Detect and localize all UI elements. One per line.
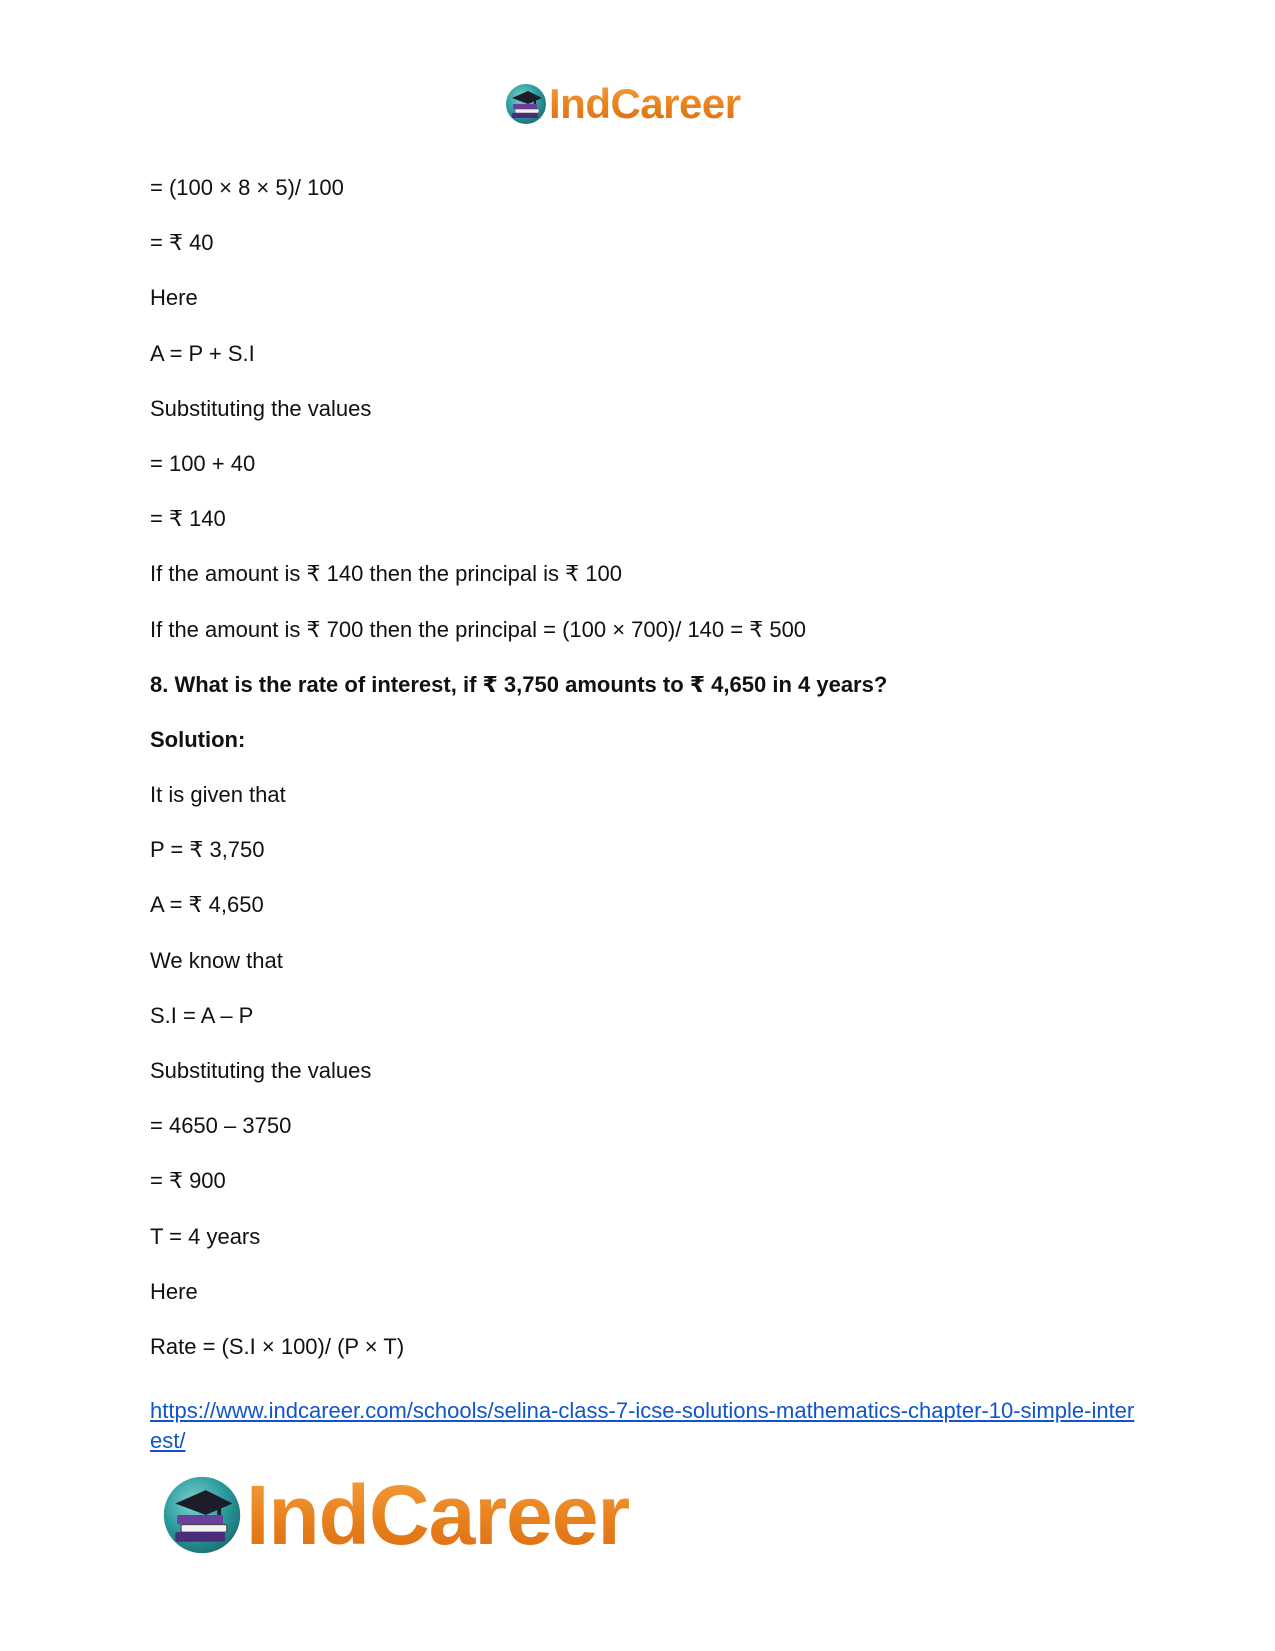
footer-logo <box>160 1467 630 1562</box>
text-line: S.I = A – P <box>150 1002 254 1028</box>
text-line: We know that <box>150 947 283 973</box>
text-line: = ₹ 900 <box>150 1168 226 1194</box>
text-line: Substituting the values <box>150 1058 372 1083</box>
text-line: = ₹ 140 <box>150 506 226 532</box>
text-line: = ₹ 40 <box>150 230 214 256</box>
text-line: = 100 + 40 <box>150 450 256 476</box>
logo-wordmark: IndCareer <box>246 1467 630 1562</box>
text-line: If the amount is ₹ 700 then the principal = (100 × 700)/ 140 = ₹ 500 <box>150 616 807 642</box>
text-line: It is given that <box>150 782 286 808</box>
text-line: P = ₹ 3,750 <box>150 837 265 863</box>
text-line: A = P + S.I <box>150 340 255 366</box>
source-link[interactable]: https://www.indcareer.com/schools/selina-class-7-icse-solutions-mathematics-chapter-10-simple-interest/ <box>150 1398 1135 1453</box>
document-body <box>150 175 1140 1389</box>
text-line: A = ₹ 4,650 <box>150 892 264 918</box>
text-line: Here <box>150 1278 198 1304</box>
text-line: Here <box>150 285 198 311</box>
logo-wordmark: IndCareer <box>549 80 741 127</box>
text-line: = (100 × 8 × 5)/ 100 <box>150 175 344 200</box>
text-line: Rate = (S.I × 100)/ (P × T) <box>150 1333 405 1359</box>
text-line: = 4650 – 3750 <box>150 1113 292 1139</box>
question-heading: 8. What is the rate of interest, if ₹ 3,750 amounts to ₹ 4,650 in 4 years? <box>150 671 888 697</box>
graduation-book-icon <box>504 82 548 126</box>
header-logo <box>504 80 741 128</box>
solution-heading: Solution: <box>150 726 246 752</box>
text-line: T = 4 years <box>150 1223 261 1249</box>
text-line: If the amount is ₹ 140 then the principal is ₹ 100 <box>150 561 622 587</box>
text-line: Substituting the values <box>150 395 372 421</box>
graduation-book-icon <box>160 1473 244 1557</box>
